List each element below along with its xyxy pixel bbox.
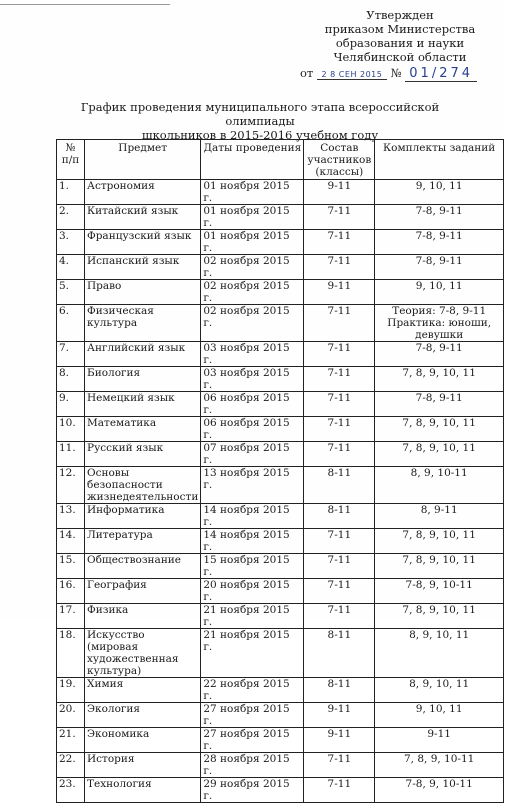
row-number: 11. [57, 442, 85, 467]
row-classes: 7-11 [304, 442, 375, 467]
row-subject: Русский язык [85, 442, 201, 467]
row-subject: Экология [85, 703, 201, 728]
row-classes: 7-11 [304, 367, 375, 392]
row-classes: 7-11 [304, 753, 375, 778]
table-row [57, 579, 504, 604]
row-date: 06 ноября 2015 г. [201, 392, 304, 417]
row-date: 13 ноября 2015 г. [201, 467, 304, 504]
row-classes: 8-11 [304, 504, 375, 529]
table-row [57, 255, 504, 280]
table-row [57, 280, 504, 305]
table-row [57, 554, 504, 579]
row-classes: 7-11 [304, 417, 375, 442]
row-classes: 7-11 [304, 342, 375, 367]
row-classes: 7-11 [304, 554, 375, 579]
row-subject: Французский язык [85, 230, 201, 255]
row-classes: 7-11 [304, 529, 375, 554]
row-date: 02 ноября 2015 г. [201, 280, 304, 305]
table-row [57, 629, 504, 678]
table-row [57, 529, 504, 554]
row-number: 14. [57, 529, 85, 554]
row-number: 9. [57, 392, 85, 417]
row-date: 14 ноября 2015 г. [201, 504, 304, 529]
order-date-line [300, 66, 505, 82]
row-subject: Математика [85, 417, 201, 442]
row-sets: 7-8, 9-11 [375, 342, 504, 367]
row-date: 21 ноября 2015 г. [201, 629, 304, 678]
row-subject: Искусство (мировая художественная культура) [85, 629, 201, 678]
row-date: 27 ноября 2015 г. [201, 728, 304, 753]
header-num: № п/п [57, 140, 85, 180]
row-sets: 7, 8, 9, 10, 11 [375, 417, 504, 442]
row-classes: 9-11 [304, 180, 375, 205]
row-subject: Астрономия [85, 180, 201, 205]
row-number: 7. [57, 342, 85, 367]
row-sets: 7-8, 9, 10-11 [375, 579, 504, 604]
row-sets: 9, 10, 11 [375, 180, 504, 205]
row-number: 16. [57, 579, 85, 604]
row-sets: 8, 9-11 [375, 504, 504, 529]
header-sets: Комплекты заданий [375, 140, 504, 180]
scan-edge-mark [0, 0, 170, 5]
row-number: 12. [57, 467, 85, 504]
approval-line: Челябинской области [333, 50, 467, 64]
row-date: 22 ноября 2015 г. [201, 678, 304, 703]
row-subject: Химия [85, 678, 201, 703]
row-subject: История [85, 753, 201, 778]
row-number: 4. [57, 255, 85, 280]
row-classes: 7-11 [304, 778, 375, 803]
row-date: 06 ноября 2015 г. [201, 417, 304, 442]
row-number: 10. [57, 417, 85, 442]
row-date: 21 ноября 2015 г. [201, 604, 304, 629]
row-subject: География [85, 579, 201, 604]
row-subject: Технология [85, 778, 201, 803]
table-row [57, 205, 504, 230]
row-date: 02 ноября 2015 г. [201, 255, 304, 280]
date-prefix: от [300, 66, 314, 80]
row-sets: 7-8, 9-11 [375, 230, 504, 255]
table-row [57, 230, 504, 255]
row-sets: 7-8, 9-11 [375, 392, 504, 417]
table-row [57, 367, 504, 392]
row-sets: 9, 10, 11 [375, 703, 504, 728]
table-row [57, 342, 504, 367]
row-date: 29 ноября 2015 г. [201, 778, 304, 803]
row-classes: 9-11 [304, 280, 375, 305]
row-subject: Физика [85, 604, 201, 629]
row-subject: Испанский язык [85, 255, 201, 280]
order-number-stamp: 01/274 [405, 66, 477, 82]
row-number: 21. [57, 728, 85, 753]
row-classes: 9-11 [304, 703, 375, 728]
table-row [57, 305, 504, 342]
row-sets: 7-8, 9-11 [375, 205, 504, 230]
row-date: 20 ноября 2015 г. [201, 579, 304, 604]
row-date: 14 ноября 2015 г. [201, 529, 304, 554]
row-date: 02 ноября 2015 г. [201, 305, 304, 342]
row-sets: 9-11 [375, 728, 504, 753]
row-date: 01 ноября 2015 г. [201, 230, 304, 255]
row-sets: 7, 8, 9, 10, 11 [375, 367, 504, 392]
row-subject: Физическая культура [85, 305, 201, 342]
document-title [60, 100, 460, 142]
row-subject: Биология [85, 367, 201, 392]
row-sets: 7, 8, 9, 10, 11 [375, 442, 504, 467]
table-row [57, 604, 504, 629]
number-prefix: № [390, 66, 402, 80]
row-classes: 9-11 [304, 728, 375, 753]
row-number: 6. [57, 305, 85, 342]
table-header-row [57, 140, 504, 180]
row-sets: 8, 9, 10, 11 [375, 629, 504, 678]
row-date: 03 ноября 2015 г. [201, 342, 304, 367]
table-body [57, 180, 504, 803]
table-row [57, 180, 504, 205]
row-number: 22. [57, 753, 85, 778]
row-number: 18. [57, 629, 85, 678]
row-classes: 8-11 [304, 629, 375, 678]
row-date: 15 ноября 2015 г. [201, 554, 304, 579]
header-dates: Даты проведения [201, 140, 304, 180]
row-number: 8. [57, 367, 85, 392]
row-sets: 7, 8, 9, 10, 11 [375, 529, 504, 554]
row-date: 01 ноября 2015 г. [201, 180, 304, 205]
row-sets: Теория: 7-8, 9-11 Практика: юноши, девушки [375, 305, 504, 342]
row-sets: 8, 9, 10-11 [375, 467, 504, 504]
approval-line: образования и науки [335, 36, 465, 50]
row-number: 5. [57, 280, 85, 305]
row-sets: 7-8, 9, 10-11 [375, 778, 504, 803]
row-number: 17. [57, 604, 85, 629]
row-date: 28 ноября 2015 г. [201, 753, 304, 778]
header-subject: Предмет [85, 140, 201, 180]
row-date: 07 ноября 2015 г. [201, 442, 304, 467]
row-classes: 7-11 [304, 205, 375, 230]
row-classes: 7-11 [304, 255, 375, 280]
row-subject: Право [85, 280, 201, 305]
row-number: 1. [57, 180, 85, 205]
olympiad-schedule-table [56, 139, 504, 803]
header-participants: Состав участников (классы) [304, 140, 375, 180]
row-subject: Обществознание [85, 554, 201, 579]
row-subject: Информатика [85, 504, 201, 529]
table-row [57, 442, 504, 467]
row-sets: 7, 8, 9, 10, 11 [375, 554, 504, 579]
row-classes: 7-11 [304, 579, 375, 604]
row-subject: Английский язык [85, 342, 201, 367]
approval-line: Утвержден [366, 8, 434, 22]
table-row [57, 504, 504, 529]
row-subject: Литература [85, 529, 201, 554]
row-number: 3. [57, 230, 85, 255]
row-subject: Основы безопасности жизнедеятельности [85, 467, 201, 504]
row-subject: Экономика [85, 728, 201, 753]
table-row [57, 728, 504, 753]
row-classes: 8-11 [304, 467, 375, 504]
table-row [57, 467, 504, 504]
row-number: 13. [57, 504, 85, 529]
row-sets: 8, 9, 10, 11 [375, 678, 504, 703]
table-row [57, 778, 504, 803]
row-subject: Немецкий язык [85, 392, 201, 417]
row-subject: Китайский язык [85, 205, 201, 230]
row-number: 15. [57, 554, 85, 579]
title-line: График проведения муниципального этапа всероссийской олимпиады [80, 100, 440, 128]
row-sets: 7, 8, 9, 10-11 [375, 753, 504, 778]
order-date-stamp: 2 8 СЕН 2015 [317, 70, 387, 80]
row-classes: 7-11 [304, 305, 375, 342]
row-classes: 7-11 [304, 604, 375, 629]
approval-line: приказом Министерства [324, 22, 476, 36]
table-row [57, 392, 504, 417]
row-sets: 9, 10, 11 [375, 280, 504, 305]
title-line: школьников в 2015-2016 учебном году [141, 128, 379, 142]
approval-block [300, 8, 500, 64]
table-row [57, 753, 504, 778]
row-date: 27 ноября 2015 г. [201, 703, 304, 728]
row-sets: 7, 8, 9, 10, 11 [375, 604, 504, 629]
row-number: 2. [57, 205, 85, 230]
row-number: 19. [57, 678, 85, 703]
row-number: 23. [57, 778, 85, 803]
table-row [57, 703, 504, 728]
row-classes: 8-11 [304, 678, 375, 703]
row-classes: 7-11 [304, 392, 375, 417]
table-row [57, 678, 504, 703]
row-classes: 7-11 [304, 230, 375, 255]
row-sets: 7-8, 9-11 [375, 255, 504, 280]
row-date: 03 ноября 2015 г. [201, 367, 304, 392]
table-row [57, 417, 504, 442]
row-date: 01 ноября 2015 г. [201, 205, 304, 230]
row-number: 20. [57, 703, 85, 728]
